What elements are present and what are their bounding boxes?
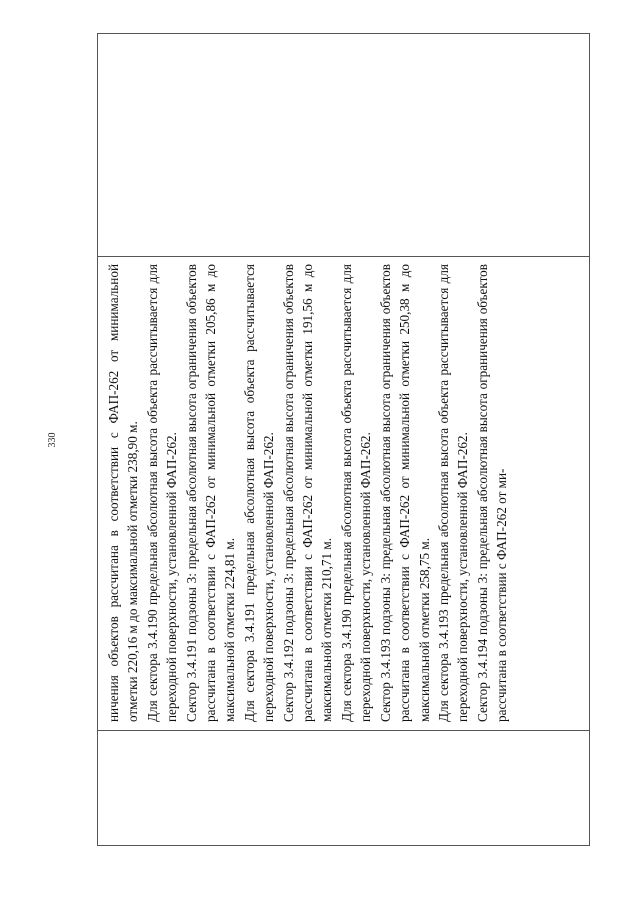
paragraph: Сектор 3.4.194 подзоны 3: предельная абсолютная высота ограничения объектов рассчитана в соответствии с ФАП-262 от ми- — [474, 264, 510, 722]
paragraph: Для сектора 3.4.190 предельная абсолютная высота объекта рассчитывается для переходной поверхности, установленной ФАП-262. — [144, 264, 180, 722]
table-divider-top — [97, 256, 590, 257]
page-number: 330 — [46, 432, 58, 448]
paragraph: Для сектора 3.4.193 предельная абсолютная высота объекта рассчитывается для переходной поверхности, установленной ФАП-262. — [435, 264, 471, 722]
text-cell — [100, 258, 587, 728]
paragraph: Сектор 3.4.193 подзоны 3: предельная абсолютная высота ограничения объектов рассчитана в соответствии с ФАП-262 от минимальной отметки 250,38 м до максимальной отметки 258,75 м. — [377, 264, 432, 722]
paragraph: Для сектора 3.4.190 предельная абсолютная высота объекта рассчитывается для переходной поверхности, установленной ФАП-262. — [338, 264, 374, 722]
paragraph: Сектор 3.4.191 подзоны 3: предельная абсолютная высота ограничения объектов рассчитана в соответствии с ФАП-262 от минимальной отметки 205,86 м до максимальной отметки 224,81 м. — [183, 264, 238, 722]
paragraph: Сектор 3.4.192 подзоны 3: предельная абсолютная высота ограничения объектов рассчитана в соответствии с ФАП-262 от минимальной отметки 191,56 м до максимальной отметки 210,71 м. — [280, 264, 335, 722]
text-column — [100, 258, 587, 728]
table-divider-bottom — [97, 730, 590, 731]
paragraph: ничения объектов рассчитана в соответствии с ФАП-262 от минимальной отметки 220,16 м до максимальной отметки 238,90 м. — [106, 264, 141, 722]
paragraph: Для сектора 3.4.191 предельная абсолютная высота объекта рассчитывается переходной поверхности, установленной ФАП-262. — [241, 264, 277, 722]
